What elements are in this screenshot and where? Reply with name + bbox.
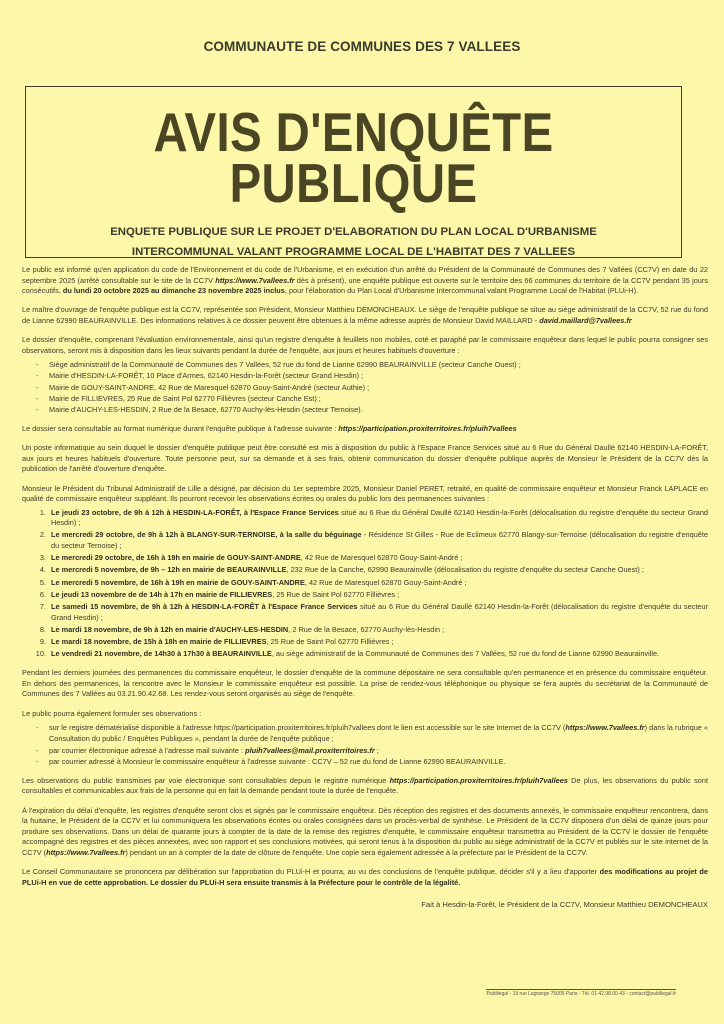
text-run: ; <box>374 745 379 755</box>
publisher-footer: Publilegal - 19 rue Lagrange 75005 Paris - Tél. 01.42.98.00.43 - contact@publilegal.fr <box>486 991 676 997</box>
text-run: par courrier électronique adressé à l'adresse mail suivante : <box>49 745 246 755</box>
paragraph <box>22 265 708 297</box>
list-item <box>36 745 708 756</box>
link-text: https://www.7vallees.fr <box>215 275 295 285</box>
text-run: De plus, les observations du public sont consultables et communicables aux frais de la personne qui en fait la demande pendant toute la durée de l'enquête. <box>22 775 708 796</box>
text-run: Le dossier sera consultable au format numérique durant l'enquête publique à l'adresse suivante : <box>22 424 339 434</box>
list-item <box>48 508 708 529</box>
text-run: Le dossier d'enquête, comprenant l'évaluation environnementale, ainsi qu'un registre d'enquête à feuillets non mobiles, coté et paraphé par le commissaire enquêteur dans lequel le public pourra consigner ses observations, seront mis à disposition dans les lieux suivants pendant la durée de l'enquête, aux jours et heures habituels d'ouverture : <box>22 334 708 355</box>
text-run: Mairie de GOUY-SAINT-ANDRE, 42 Rue de Maresquel 62870 Gouy-Saint-André (secteur Authie) ; <box>49 382 370 392</box>
text-run: Le mercredi 29 octobre, de 16h à 19h en mairie de GOUY-SAINT-ANDRE <box>51 553 301 563</box>
paragraph <box>22 806 708 859</box>
signature: Fait à Hesdin-la-Forêt, le Président de la CC7V, Monsieur Matthieu DEMONCHEAUX <box>421 900 708 910</box>
text-run: , 2 Rue de la Besace, 62770 Auchy-lès-Hesdin ; <box>288 624 445 634</box>
text-run: Mairie de FILLIEVRES, 25 Rue de Saint Pol 62770 Fillièvres (secteur Canche Est) ; <box>49 394 321 404</box>
list-item <box>48 565 708 576</box>
link-text: https://www.7vallees.fr <box>565 723 645 733</box>
list-item <box>48 590 708 601</box>
list-item <box>48 637 708 648</box>
text-run: du lundi 20 octobre 2025 au dimanche 23 novembre 2025 inclus <box>62 286 285 296</box>
text-run: , 42 Rue de Maresquel 62870 Gouy-Saint-André ; <box>304 577 467 587</box>
title-line-2: PUBLIQUE <box>229 152 478 214</box>
list-item <box>36 404 708 415</box>
text-run: À l'expiration du délai d'enquête, les registres d'enquête seront clos et signés par le commissaire enquêteur. Dès réception des registres et des documents annexés, le commissaire enquêteur rencontrera, dans la huitaine, le Président de la CC7V et lui communiquera les observations écrites ou orales consignées dans un procès-verbal de synthèse. Le Président de la CC7V disposera d'un délai de quinze jours pour produire ses observations. Dans un délai de quarante jours à compter de la date de la remise des registres d'enquête, le commissaire enquêteur transmettra au Président de la CC7V le dossier de l'enquête accompagné des registres et des pièces annexées, avec son rapport et ses conclusions motivées, qui seront tenus à la disposition du public au siège administratif de la CC7V et publiés sur le site internet de la CC7V ( <box>22 805 708 857</box>
text-run: Le maître d'ouvrage de l'enquête publique est la CC7V, représentée son Président, Monsieur Matthieu DEMONCHEAUX. Le siège de l'enquête publique se situe au siège administratif de la CC7V, 52 rue du fond de Lianne 62990 BEAURAINVILLE. Des informations relatives à ce dossier peuvent être obtenues à la même adresse auprès de Monsieur David MAILLARD - <box>22 305 708 325</box>
list-item <box>36 359 708 370</box>
text-run: Les observations du public transmises par voie électronique sont consultables depuis le registre numérique <box>22 775 390 785</box>
link-text: david.maillard@7vallees.fr <box>539 315 632 325</box>
text-run: Siège administratif de la Communauté de Communes des 7 Vallées, 52 rue du fond de Lianne 62990 BEAURAINVILLE (secteur Canche Ouest) ; <box>49 360 521 370</box>
text-run: Le jeudi 13 novembre de de 14h à 17h en mairie de FILLIEVRES <box>51 589 273 599</box>
text-run: Le mercredi 29 octobre, de 9h à 12h à BLANGY-SUR-TERNOISE, à la salle du béguinage <box>51 530 362 540</box>
list-item <box>48 602 708 623</box>
text-run: , 42 Rue de Maresquel 62870 Gouy-Saint-André ; <box>300 553 463 563</box>
text-run: Mairie d'HESDIN-LA-FORÊT, 10 Place d'Armes, 62140 Hesdin-la-Forêt (secteur Grand Hesdin) ; <box>49 371 364 381</box>
organization-heading: COMMUNAUTE DE COMMUNES DES 7 VALLEES <box>203 39 521 54</box>
text-run: , pour l'élaboration du Plan Local d'Urbanisme Intercommunal valant Programme Local de l'Habitat (PLUi-H). <box>284 286 639 296</box>
title-box <box>25 86 682 258</box>
list-item <box>48 578 708 589</box>
list-item <box>36 393 708 404</box>
list-item <box>36 756 708 767</box>
text-run: - Résidence St Gilles - Rue de Eclimeux 62770 Blangy-sur-Ternoise (délocalisation du registre d'enquête du secteur Ternoise) ; <box>51 530 709 551</box>
paragraph <box>22 484 708 505</box>
text-run: Le jeudi 23 octobre, de 9h à 12h à HESDIN-LA-FORÊT, à l'Espace France Services <box>51 507 339 517</box>
text-run: , 232 Rue de la Canche, 62990 Beaurainville (délocalisation du registre d'enquête du secteur Canche Ouest) ; <box>286 565 644 575</box>
text-run: sur le registre dématérialisé disponible à l'adresse https://participation.proxiterritoires.fr/pluih7vallees dont le lien est accessible sur le site Internet de la CC7V ( <box>49 723 566 733</box>
paragraph <box>22 867 708 888</box>
text-run: dès à présent), une enquête publique est ouverte sur le territoire des 66 communes du territoire de la CC7V pendant 35 jours consécutifs, <box>22 275 708 296</box>
list-item <box>36 370 708 381</box>
text-run: , 25 Rue de Saint Pol 62770 Fillièvres ; <box>266 636 394 646</box>
text-run: par courrier adressé à Monsieur le commissaire enquêteur à l'adresse suivante : CC7V – 52 rue du fond de Lianne 62990 BEAURAINVILLE. <box>49 757 506 767</box>
title-line-1: AVIS D'ENQUÊTE <box>153 101 554 163</box>
text-run: Le public pourra également formuler ses observations : <box>22 708 202 718</box>
text-run: situé au 6 Rue du Général Daullé 62140 Hesdin-la-Forêt (délocalisation du registre d'enquête du secteur Grand Hesdin) ; <box>51 507 708 528</box>
link-text: https://participation.proxiterritoires.fr/pluih7vallees <box>338 424 517 434</box>
text-run: situé au 6 Rue du Général Daullé 62140 Hesdin-la-Forêt (délocalisation du registre d'enquête du secteur Grand Hesdin) ; <box>51 602 708 622</box>
paragraph <box>22 709 708 720</box>
list-item <box>48 625 708 636</box>
text-run: Mairie d'AUCHY-LES-HESDIN, 2 Rue de la Besace, 62770 Auchy-lès-Hesdin (secteur Ternoise). <box>49 405 363 415</box>
paragraph <box>22 668 708 700</box>
subtitle-line-2: INTERCOMMUNAL VALANT PROGRAMME LOCAL DE L'HABITAT DES 7 VALLEES <box>131 246 576 258</box>
paragraph <box>22 305 708 326</box>
list-item <box>48 649 708 660</box>
list-item <box>48 530 708 551</box>
bullet-list <box>22 359 708 415</box>
notice-body <box>22 265 708 911</box>
text-run: ) dans la rubrique « Consultation du public / Enquêtes Publiques », pendant la durée de l'enquête publique ; <box>49 723 708 744</box>
text-run: Le mercredi 5 novembre, de 16h à 19h en mairie de GOUY-SAINT-ANDRE <box>51 577 305 587</box>
link-text: https://www.7vallees.fr <box>46 847 126 857</box>
permanences-list <box>22 508 708 660</box>
text-run: Le Conseil Communautaire se prononcera par délibération sur l'approbation du PLUi-H et pourra, au vu des conclusions de l'enquête publique, décider s'il y a lieu d'apporter <box>22 866 600 876</box>
link-text: https://participation.proxiterritoires.fr/pluih7vallees <box>389 775 568 785</box>
subtitle-line-1: ENQUETE PUBLIQUE SUR LE PROJET D'ELABORATION DU PLAN LOCAL D'URBANISME <box>110 226 597 238</box>
text-run: Le mercredi 5 novembre, de 9h – 12h en mairie de BEAURAINVILLE <box>51 565 287 575</box>
text-run: Le samedi 15 novembre, de 9h à 12h à HESDIN-LA-FORÊT à l'Espace France Services <box>51 602 358 612</box>
notice-subtitle <box>26 222 681 262</box>
link-text: pluih7vallees@mail.proxiterritoires.fr <box>245 745 375 755</box>
text-run: Un poste informatique au sein duquel le dossier d'enquête publique peut être consulté est mis à disposition du public à l'Espace France Services situé au 6 Rue du Général Daullé 62140 HESDIN-LA-FORÊT, aux jours et heures habituels d'ouverture. Toute personne peut, sur sa demande et à ses frais, obtenir communication du dossier d'enquête publique auprès de Monsieur le Président de la CC7V dès la publication de l'arrêté d'ouverture d'enquête. <box>22 443 708 474</box>
text-run: , au siège administratif de la Communauté de Communes des 7 Vallées, 52 rue du fond de Lianne 62990 Beaurainville. <box>271 649 660 659</box>
notice-title <box>72 101 635 214</box>
paragraph <box>22 443 708 475</box>
text-run: Pendant les derniers journées des permanences du commissaire enquêteur, le dossier d'enquête de la commune dépositaire ne sera consultable qu'en permanence et en présence du commissaire enquêteur. En dehors des permanences, la rencontre avec le Monsieur le commissaire enquêteur est possible. La prise de rendez-vous téléphonique ou physique se fera auprès du secrétariat de la Communauté de Communes des 7 Vallées au 03.21.90.42.68. Les rendez-vous seront organisés au siège de l'enquête. <box>22 668 708 699</box>
text-run: Le public est informé qu'en application du code de l'Environnement et du code de l'Urbanisme, et en exécution d'un arrêté du Président de la Communauté de Communes des 7 Vallées (CC7V) en date du 22 septembre 2025 (arrêté consultable sur le site de la CC7V <box>22 265 708 285</box>
text-run: Monsieur le Président du Tribunal Administratif de Lille a désigné, par décision du 1er septembre 2025, Monsieur Daniel PERET, retraité, en qualité de commissaire enquêteur et Monsieur Franck LAPLACE en qualité de commissaire enquêteur suppléant. Ils pourront recevoir les observations écrites ou orales du public lors des permanences suivantes : <box>22 483 708 504</box>
paragraph <box>22 424 708 435</box>
list-item <box>48 553 708 564</box>
paragraph <box>22 776 708 797</box>
list-item <box>36 722 708 745</box>
bullet-list <box>22 722 708 767</box>
text-run: Le mardi 18 novembre, de 9h à 12h en mairie d'AUCHY-LES-HESDIN <box>51 624 289 634</box>
list-item <box>36 382 708 393</box>
text-run: des modifications au projet de PLUi-H en vue de cette approbation. Le dossier du PLUi-H sera ensuite transmis à la Préfecture pour le contrôle de la légalité. <box>22 866 708 887</box>
text-run: Le vendredi 21 novembre, de 14h30 à 17h30 à BEAURAINVILLE <box>51 649 272 659</box>
text-run: Le mardi 18 novembre, de 15h à 18h en mairie de FILLIEVRES <box>51 636 267 646</box>
paragraph <box>22 335 708 356</box>
text-run: ) pendant un an à compter de la date de clôture de l'enquête. Une copie sera également adressée à la préfecture par le Président de la CC7V. <box>125 847 588 857</box>
text-run: , 25 Rue de Saint Pol 62770 Fillièvres ; <box>272 589 400 599</box>
